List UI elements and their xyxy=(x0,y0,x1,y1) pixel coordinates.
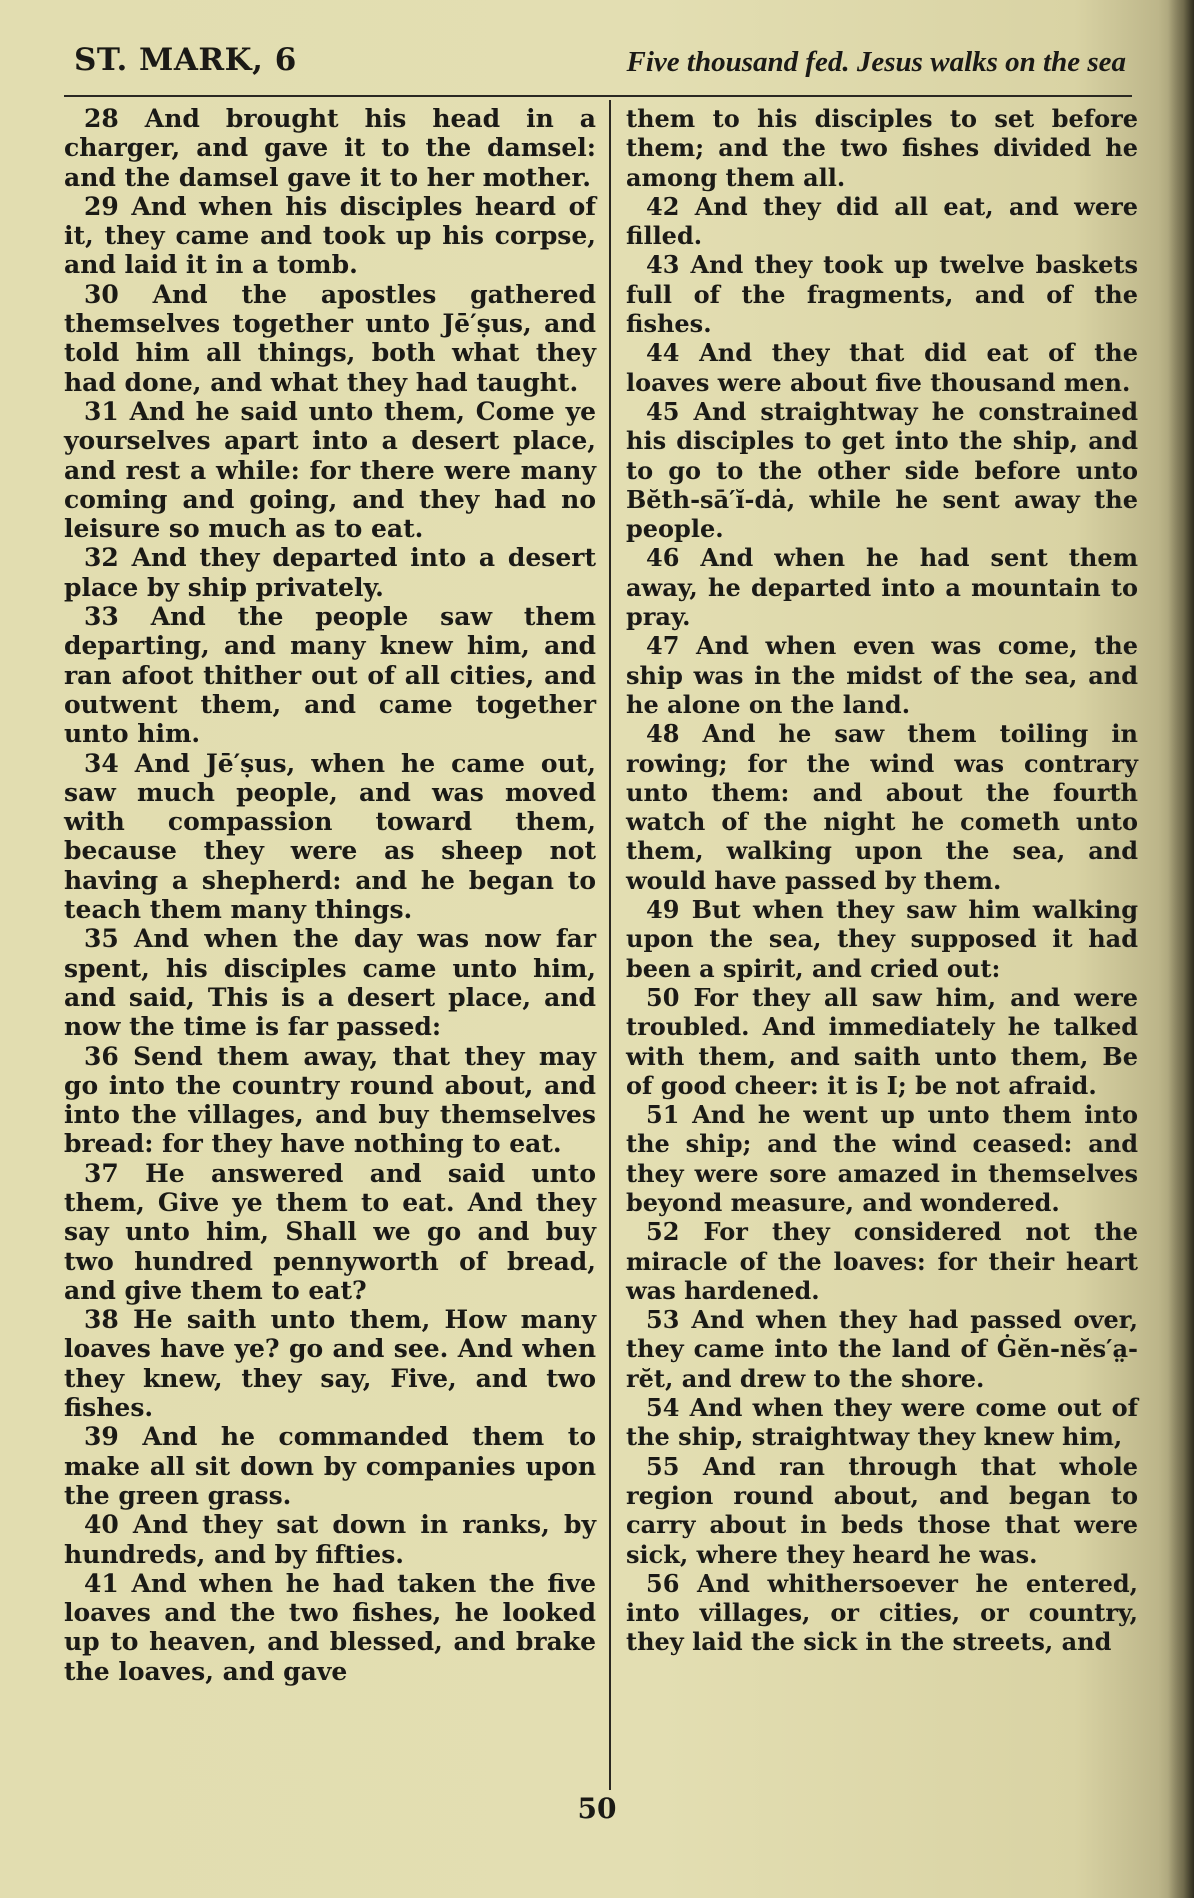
verse-34: 34 And Jē′ṣus, when he came out, saw much people, and was moved with compassion toward them, because they were as sheep not having a shepherd: and he began to teach them many things. xyxy=(64,748,596,925)
verse-48: 48 And he saw them toiling in rowing; for the wind was contrary unto them: and about the fourth watch of the night he cometh unto them, walking upon the sea, and would have passed by them. xyxy=(626,719,1138,895)
verse-39: 39 And he commanded them to make all sit down by companies upon the green grass. xyxy=(64,1422,596,1510)
verse-46: 46 And when he had sent them away, he departed into a mountain to pray. xyxy=(626,543,1138,632)
verse-38: 38 He saith unto them, How many loaves have ye? go and see. And when they knew, they say, Five, and two fishes. xyxy=(64,1305,596,1423)
verse-45: 45 And straightway he constrained his disciples to get into the ship, and to go to the other side before unto Bĕth-sā′ĭ-dȧ, while he sent away the people. xyxy=(626,396,1138,544)
verse-37: 37 He answered and said unto them, Give ye them to eat. And they say unto him, Shall we go and buy two hundred pennyworth of bread, and give them to eat? xyxy=(64,1158,596,1305)
verse-52: 52 For they considered not the miracle of the loaves: for their heart was hardened. xyxy=(626,1217,1138,1305)
verse-40: 40 And they sat down in ranks, by hundreds, and by fifties. xyxy=(64,1510,596,1569)
verse-42: 42 And they did all eat, and were filled. xyxy=(626,191,1138,251)
verse-31: 31 And he said unto them, Come ye yourselves apart into a desert place, and rest a while: for there were many coming and going, and they had no leisure so much as to eat. xyxy=(64,396,596,544)
verse-43: 43 And they took up twelve baskets full of the fragments, and of the fishes. xyxy=(626,250,1138,339)
verse-53: 53 And when they had passed over, they came into the land of Ġĕn-nĕs′a̤-rĕt, and drew to the shore. xyxy=(626,1305,1138,1393)
verse-36: 36 Send them away, that they may go into the country round about, and into the villages, and buy themselves bread: for they have nothing to eat. xyxy=(64,1041,596,1159)
column-divider xyxy=(609,100,611,1790)
verse-51: 51 And he went up unto them into the ship; and the wind ceased: and they were sore amazed in themselves beyond measure, and wondered. xyxy=(626,1100,1138,1217)
topic-heading: Five thousand fed. Jesus walks on the sea xyxy=(626,46,1126,78)
page-edge-shadow xyxy=(1168,0,1194,1898)
verse-32: 32 And they departed into a desert place by ship privately. xyxy=(64,543,596,602)
verse-54: 54 And when they were come out of the ship, straightway they knew him, xyxy=(626,1393,1138,1452)
verse-49: 49 But when they saw him walking upon the sea, they supposed it had been a spirit, and cried out: xyxy=(626,895,1138,983)
page-number: 50 xyxy=(577,1792,617,1825)
verse-47: 47 And when even was come, the ship was in the midst of the sea, and he alone on the land. xyxy=(626,631,1138,719)
left-column xyxy=(64,104,596,1686)
verse-30: 30 And the apostles gathered themselves together unto Jē′ṣus, and told him all things, both what they had done, and what they had taught. xyxy=(64,279,596,397)
right-column xyxy=(626,104,1138,1657)
book-chapter-heading: ST. MARK, 6 xyxy=(74,42,297,78)
verse-35: 35 And when the day was now far spent, his disciples came unto him, and said, This is a desert place, and now the time is far passed: xyxy=(64,924,596,1042)
verse-41-continued: them to his disciples to set before them; and the two fishes divided he among them all. xyxy=(626,104,1138,192)
verse-56: 56 And whithersoever he entered, into villages, or cities, or country, they laid the sick in the streets, and xyxy=(626,1568,1138,1657)
page-header xyxy=(74,42,1126,92)
header-rule xyxy=(64,95,1132,97)
verse-50: 50 For they all saw him, and were troubled. And immediately he talked with them, and saith unto them, Be of good cheer: it is I; be not afraid. xyxy=(626,982,1138,1100)
verse-28: 28 And brought his head in a charger, and gave it to the damsel: and the damsel gave it to her mother. xyxy=(64,104,596,192)
verse-41: 41 And when he had taken the five loaves and the two fishes, he looked up to heaven, and blessed, and brake the loaves, and gave xyxy=(64,1568,596,1686)
verse-44: 44 And they that did eat of the loaves were about five thousand men. xyxy=(626,338,1138,397)
verse-33: 33 And the people saw them departing, and many knew him, and ran afoot thither out of all cities, and outwent them, and came together unto him. xyxy=(64,602,596,749)
verse-29: 29 And when his disciples heard of it, they came and took up his corpse, and laid it in a tomb. xyxy=(64,191,596,280)
verse-55: 55 And ran through that whole region round about, and began to carry about in beds those that were sick, where they heard he was. xyxy=(626,1451,1138,1569)
